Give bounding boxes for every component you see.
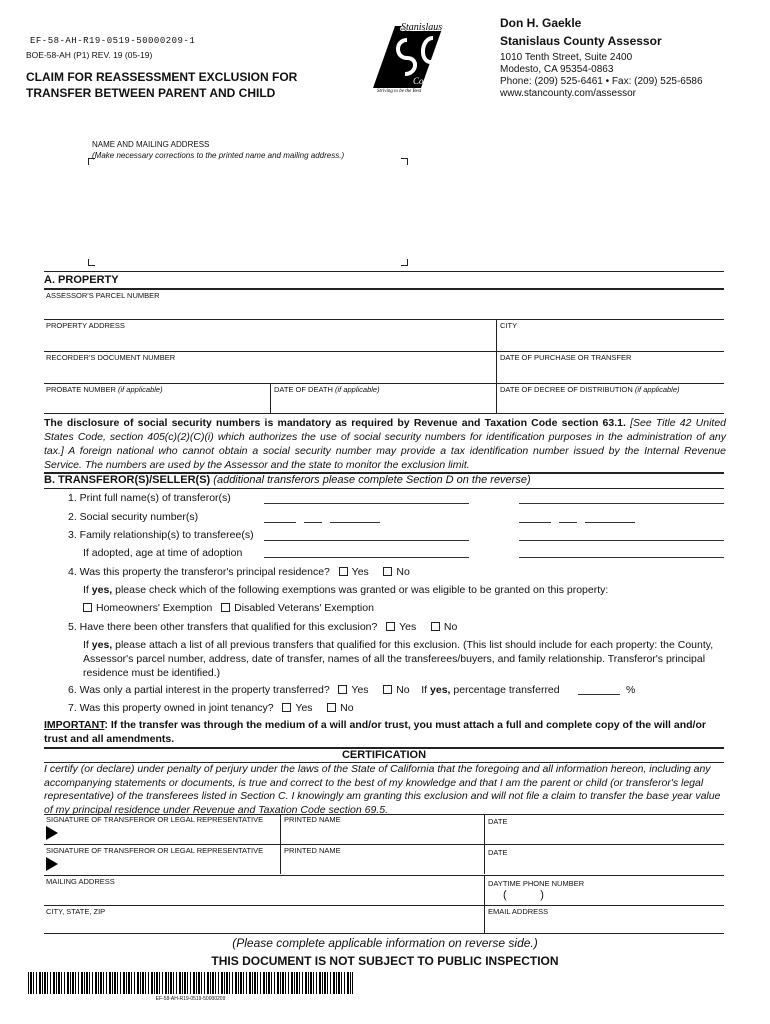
q1-label: 1. Print full name(s) of transferor(s) bbox=[68, 492, 231, 504]
decree-label: DATE OF DECREE OF DISTRIBUTION (if applicable) bbox=[500, 385, 680, 394]
adoption-age-2-field[interactable] bbox=[519, 557, 724, 558]
city-label: CITY bbox=[500, 321, 518, 330]
probate-label: PROBATE NUMBER (if applicable) bbox=[46, 385, 163, 394]
divider bbox=[44, 271, 724, 272]
q3-label: 3. Family relationship(s) to transferee(s) bbox=[68, 529, 254, 541]
probate-field[interactable] bbox=[44, 394, 268, 412]
divider bbox=[44, 844, 724, 845]
divider bbox=[44, 488, 724, 489]
q7-row: 7. Was this property owned in joint tenancy? Yes No bbox=[68, 702, 354, 714]
important-note: IMPORTANT: If the transfer was through the medium of a will and/or trust, you must attach a full and complete copy of the will and/or trust and all amendments. bbox=[44, 719, 706, 745]
printed-name-2-label: PRINTED NAME bbox=[284, 846, 341, 855]
phone-field[interactable]: ( ) bbox=[503, 889, 544, 901]
divider bbox=[280, 844, 281, 874]
divider bbox=[496, 383, 497, 413]
ssn-1-part-2-field[interactable] bbox=[304, 522, 322, 523]
signature-1-field[interactable] bbox=[60, 824, 278, 843]
q5-no-checkbox[interactable] bbox=[431, 622, 440, 631]
date-purchase-label: DATE OF PURCHASE OR TRANSFER bbox=[500, 353, 632, 362]
sign-arrow-icon bbox=[46, 826, 58, 845]
divider bbox=[44, 905, 724, 906]
ssn-2-part-1-field[interactable] bbox=[519, 522, 551, 523]
divider bbox=[44, 319, 724, 320]
death-date-field[interactable] bbox=[272, 394, 494, 412]
form-revision: BOE-58-AH (P1) REV. 19 (05-19) bbox=[26, 50, 153, 60]
printed-name-1-field[interactable] bbox=[282, 824, 482, 843]
assessor-phone: Phone: (209) 525-6461 • Fax: (209) 525-6586 bbox=[500, 76, 703, 87]
percentage-field[interactable] bbox=[578, 694, 620, 695]
mailing-address-field[interactable] bbox=[44, 886, 482, 904]
form-title-line1: CLAIM FOR REASSESSMENT EXCLUSION FOR bbox=[26, 70, 298, 84]
decree-date-field[interactable] bbox=[498, 394, 724, 412]
date-1-field[interactable] bbox=[486, 824, 724, 843]
signature-2-field[interactable] bbox=[60, 855, 278, 874]
property-address-label: PROPERTY ADDRESS bbox=[46, 321, 125, 330]
recorder-doc-field[interactable] bbox=[44, 362, 494, 382]
divider bbox=[44, 875, 724, 876]
divider bbox=[484, 814, 485, 844]
date-1-label: DATE bbox=[488, 817, 508, 826]
mailing-address-label: MAILING ADDRESS bbox=[46, 877, 115, 886]
q5-if-yes: If yes, please attach a list of all previous transfers that qualified for this exclusion. (This list should include for each property: the County, Assessor's parcel number, address, date of transfer, names of all the transferees/buyers, and family relationship. Transferor's principal residence must be identified.) bbox=[83, 639, 714, 679]
q6-row: 6. Was only a partial interest in the property transferred? Yes No If yes, percentage transferred bbox=[68, 684, 560, 696]
date-2-field[interactable] bbox=[486, 855, 724, 874]
assessor-office: Stanislaus County Assessor bbox=[500, 34, 662, 48]
public-inspection-note: THIS DOCUMENT IS NOT SUBJECT TO PUBLIC INSPECTION bbox=[211, 954, 559, 968]
percent-sign: % bbox=[626, 684, 636, 696]
divider bbox=[280, 814, 281, 844]
barcode-text: EF-58-AH-R19-0519-50000209 bbox=[155, 996, 226, 1002]
ssn-1-part-3-field[interactable] bbox=[330, 522, 380, 523]
certification-heading: CERTIFICATION bbox=[341, 749, 427, 761]
q4-row: 4. Was this property the transferor's principal residence? Yes No bbox=[68, 566, 410, 578]
phone-label: DAYTIME PHONE NUMBER bbox=[488, 879, 585, 888]
assessor-website: www.stancounty.com/assessor bbox=[500, 88, 636, 99]
q7-yes-checkbox[interactable] bbox=[282, 703, 291, 712]
city-state-zip-field[interactable] bbox=[44, 915, 482, 932]
divider bbox=[484, 875, 485, 905]
ssn-2-part-3-field[interactable] bbox=[585, 522, 635, 523]
county-logo bbox=[365, 18, 455, 93]
property-address-field[interactable] bbox=[44, 330, 494, 350]
signature-2-label: SIGNATURE OF TRANSFEROR OR LEGAL REPRESENTATIVE bbox=[46, 846, 264, 855]
mailing-address-box[interactable] bbox=[88, 158, 388, 266]
apn-field[interactable] bbox=[44, 300, 724, 318]
ssn-notice: The disclosure of social security numbers is mandatory as required by Revenue and Taxation Code section 63.1. [See Title 42 United States Code, section 405(c)(2)(C)(i) which authorizes the use of social security numbers for identification purposes in the administration of any tax.] A foreign national who cannot obtain a social security number may provide a tax identification number issued by the Internal Revenue Service. The numbers are used by the Assessor and the state to monitor the exclusion limit. bbox=[44, 417, 726, 471]
logo-bottom-text: County bbox=[413, 76, 439, 86]
q2-label: 2. Social security number(s) bbox=[68, 511, 199, 523]
divider bbox=[484, 844, 485, 874]
q4-if-yes: If yes, please check which of the following exemptions was granted or was eligible to be granted on this property: bbox=[83, 584, 609, 596]
divider bbox=[44, 351, 724, 352]
assessor-address2: Modesto, CA 95354-0863 bbox=[500, 64, 614, 75]
city-state-zip-label: CITY, STATE, ZIP bbox=[46, 907, 106, 916]
barcode bbox=[28, 972, 353, 994]
date-2-label: DATE bbox=[488, 848, 508, 857]
divider bbox=[44, 383, 724, 384]
transferor-name-1-field[interactable] bbox=[264, 503, 469, 504]
printed-name-2-field[interactable] bbox=[282, 855, 482, 874]
divider bbox=[496, 319, 497, 351]
q6-no-checkbox[interactable] bbox=[383, 685, 392, 694]
sign-arrow-icon bbox=[46, 857, 58, 876]
q5-yes-checkbox[interactable] bbox=[386, 622, 395, 631]
printed-name-1-label: PRINTED NAME bbox=[284, 815, 341, 824]
homeowners-exemption-checkbox[interactable] bbox=[83, 603, 92, 612]
divider bbox=[496, 351, 497, 383]
relationship-2-field[interactable] bbox=[519, 540, 724, 541]
q5-row: 5. Have there been other transfers that qualified for this exclusion? Yes No bbox=[68, 621, 458, 633]
city-field[interactable] bbox=[498, 330, 724, 350]
section-a-heading: A. PROPERTY bbox=[44, 274, 119, 286]
q3b-label: If adopted, age at time of adoption bbox=[83, 547, 243, 559]
form-title-line2: TRANSFER BETWEEN PARENT AND CHILD bbox=[26, 86, 276, 100]
q4-yes-checkbox[interactable] bbox=[339, 567, 348, 576]
divider bbox=[44, 413, 724, 414]
mailing-note: (Make necessary corrections to the printed name and mailing address.) bbox=[92, 151, 345, 160]
transferor-name-2-field[interactable] bbox=[519, 503, 724, 504]
reverse-side-note: (Please complete applicable information on reverse side.) bbox=[232, 936, 538, 950]
logo-tagline: Striving to be the Best bbox=[377, 89, 422, 93]
death-label: DATE OF DEATH (if applicable) bbox=[274, 385, 380, 394]
divider bbox=[270, 383, 271, 413]
signature-1-label: SIGNATURE OF TRANSFEROR OR LEGAL REPRESENTATIVE bbox=[46, 815, 264, 824]
certification-text: I certify (or declare) under penalty of perjury under the laws of the State of California that the foregoing and all information hereon, including any accompanying statements or documents, is true and correct to the best of my knowledge and that I am the parent or child (or transferor's legal representative) of the transferees listed in Section C. I knowingly am granting this exclusion and will not file a claim to transfer the base year value of my principal residence under Revenue and Taxation Code section 69.5. bbox=[44, 763, 721, 816]
veterans-exemption-checkbox[interactable] bbox=[221, 603, 230, 612]
assessor-name: Don H. Gaekle bbox=[500, 16, 582, 30]
ssn-2-part-2-field[interactable] bbox=[559, 522, 577, 523]
divider bbox=[44, 933, 724, 934]
exemption-row: Homeowners' Exemption Disabled Veterans' Exemption bbox=[83, 602, 374, 614]
email-field[interactable] bbox=[486, 915, 724, 932]
recorder-doc-label: RECORDER'S DOCUMENT NUMBER bbox=[46, 353, 176, 362]
q4-no-checkbox[interactable] bbox=[383, 567, 392, 576]
q7-no-checkbox[interactable] bbox=[327, 703, 336, 712]
divider bbox=[44, 288, 724, 290]
apn-label: ASSESSOR'S PARCEL NUMBER bbox=[46, 291, 160, 300]
logo-top-text: Stanislaus bbox=[401, 22, 443, 33]
divider bbox=[484, 905, 485, 933]
assessor-address1: 1010 Tenth Street, Suite 2400 bbox=[500, 52, 633, 63]
ssn-1-part-1-field[interactable] bbox=[264, 522, 296, 523]
q6-yes-checkbox[interactable] bbox=[338, 685, 347, 694]
email-label: EMAIL ADDRESS bbox=[488, 907, 549, 916]
date-purchase-field[interactable] bbox=[498, 362, 724, 382]
adoption-age-1-field[interactable] bbox=[264, 557, 469, 558]
section-b-heading: B. TRANSFEROR(S)/SELLER(S) (additional transferors please complete Section D on the reverse) bbox=[44, 474, 531, 486]
relationship-1-field[interactable] bbox=[264, 540, 469, 541]
mailing-label: NAME AND MAILING ADDRESS bbox=[92, 140, 210, 149]
form-code: EF-58-AH-R19-0519-50000209-1 bbox=[30, 36, 196, 46]
